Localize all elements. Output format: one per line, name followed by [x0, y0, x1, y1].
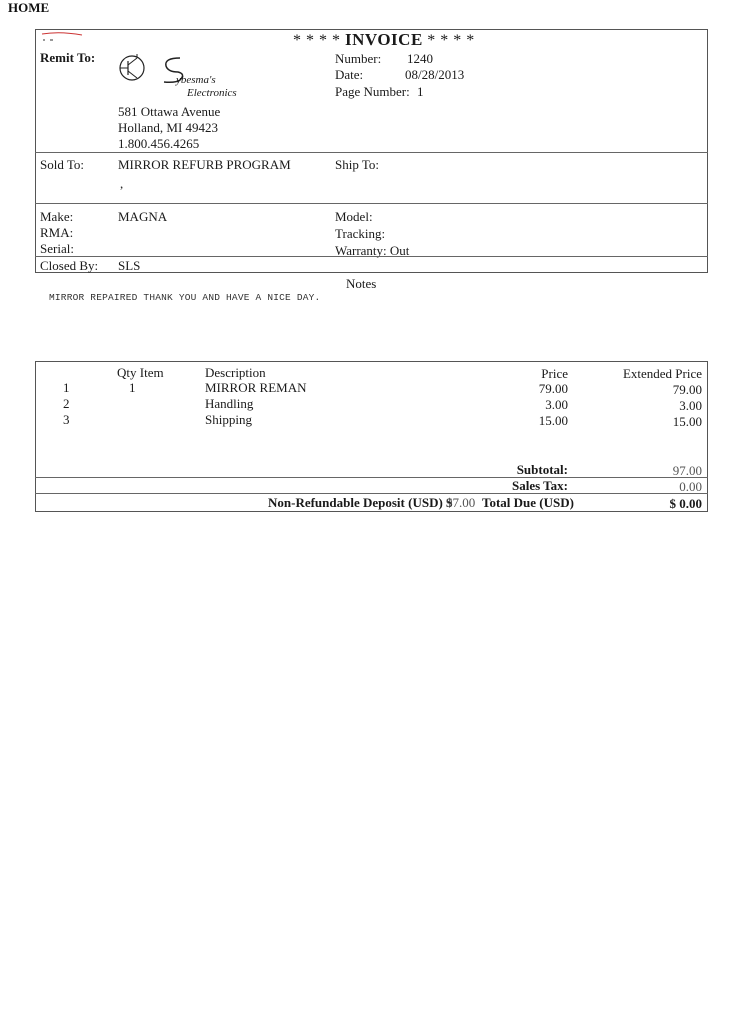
table-row-extended: 79.00	[672, 382, 702, 397]
page-number-label: Page Number:	[335, 84, 410, 99]
table-row-price: 15.00	[538, 413, 568, 428]
date-label: Date:	[335, 67, 364, 82]
sold-to-label: Sold To:	[40, 157, 85, 172]
subtotal-value: 97.00	[672, 463, 702, 478]
make-label: Make:	[40, 209, 74, 224]
invoice-title: * * * * INVOICE * * * *	[293, 30, 475, 49]
table-row-price: 79.00	[538, 381, 568, 396]
remit-address2: Holland, MI 49423	[118, 120, 219, 135]
number-label: Number:	[335, 51, 382, 66]
divider	[35, 256, 708, 257]
closed-by-value: SLS	[118, 258, 141, 273]
company-name: ybesma's	[176, 74, 216, 86]
notes-text: MIRROR REPAIRED THANK YOU AND HAVE A NICE DAY.	[49, 292, 321, 303]
table-row-line: 3	[63, 412, 70, 427]
model-label: Model:	[335, 209, 373, 224]
notes-label: Notes	[346, 276, 377, 291]
rma-label: RMA:	[40, 225, 74, 240]
company-subtitle: Electronics	[187, 87, 237, 99]
col-extended-price: Extended Price	[622, 366, 702, 381]
table-row-extended: 3.00	[679, 398, 702, 413]
serial-label: Serial:	[40, 241, 74, 256]
remit-phone: 1.800.456.4265	[118, 136, 200, 151]
invoice-date: 08/28/2013	[405, 67, 465, 82]
invoice-number: 1240	[407, 51, 433, 66]
table-row-line: 2	[63, 396, 70, 411]
col-qty-item: Qty Item	[117, 365, 164, 380]
sold-to-name: MIRROR REFURB PROGRAM	[118, 157, 291, 172]
table-row-line: 1	[63, 380, 70, 395]
tracking-label: Tracking:	[335, 226, 386, 241]
table-row-extended: 15.00	[672, 414, 702, 429]
sold-to-line2: ,	[120, 176, 124, 191]
corner-mark	[40, 30, 85, 42]
table-row-description: MIRROR REMAN	[205, 380, 307, 395]
remit-to-label: Remit To:	[40, 50, 96, 65]
divider	[35, 493, 708, 494]
page-number: 1	[417, 84, 424, 99]
ship-to-label: Ship To:	[335, 157, 380, 172]
sales-tax-value: 0.00	[679, 479, 702, 494]
divider	[35, 477, 708, 478]
warranty: Warranty: Out	[335, 243, 410, 258]
make-value: MAGNA	[118, 209, 168, 224]
subtotal-label: Subtotal:	[516, 462, 568, 477]
deposit-label: Non-Refundable Deposit (USD) $	[268, 495, 453, 510]
table-row-description: Shipping	[205, 412, 252, 427]
remit-address1: 581 Ottawa Avenue	[118, 104, 221, 119]
table-row-qty: 1	[129, 380, 136, 395]
col-price: Price	[541, 366, 568, 381]
divider	[35, 203, 708, 204]
home-label: HOME	[8, 0, 50, 15]
total-due-label: Total Due (USD)	[482, 495, 574, 510]
table-row-description: Handling	[205, 396, 254, 411]
total-due-value: $ 0.00	[669, 496, 702, 511]
table-row-price: 3.00	[545, 397, 568, 412]
sales-tax-label: Sales Tax:	[512, 478, 568, 493]
deposit-value: 97.00	[446, 495, 476, 510]
closed-by-label: Closed By:	[40, 258, 99, 273]
divider	[35, 152, 708, 153]
col-description: Description	[205, 365, 266, 380]
